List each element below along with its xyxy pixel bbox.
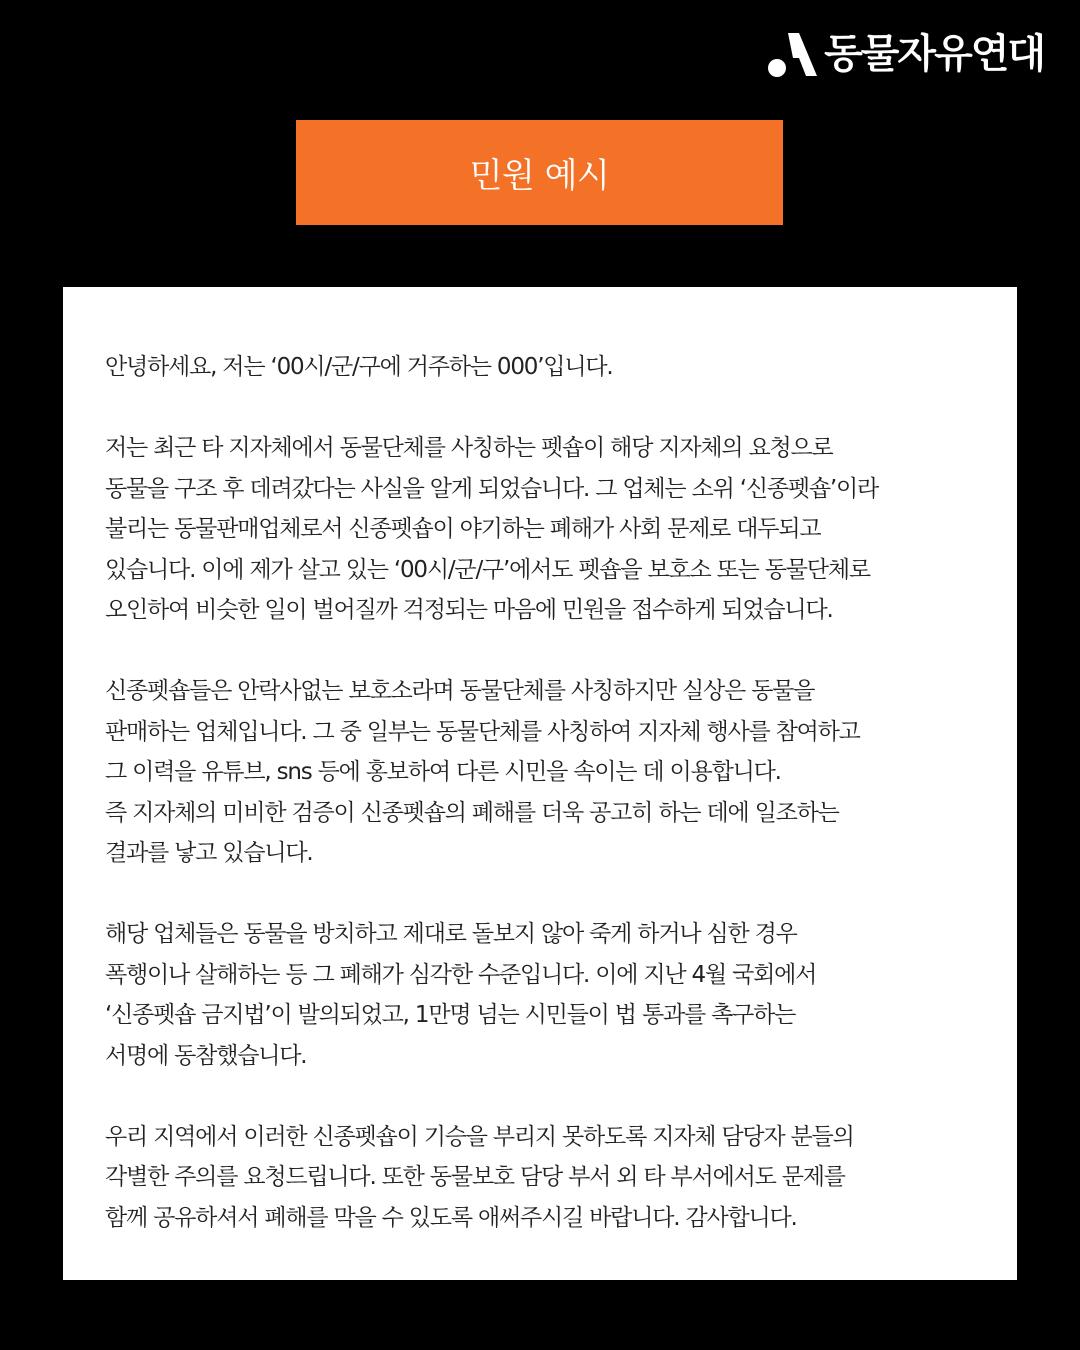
page-title: 민원 예시 — [469, 156, 610, 196]
letter-line: 즉 지자체의 미비한 검증이 신종펫숍의 폐해를 더욱 공고히 하는 데에 일조하는 — [105, 799, 839, 826]
letter-line: 우리 지역에서 이러한 신종펫숍이 기승을 부리지 못하도록 지자체 담당자 분들의 — [105, 1123, 854, 1150]
letter-line: 있습니다. 이에 제가 살고 있는 ‘00시/군/구’에서도 펫숍을 보호소 또는 동물단체로 — [105, 556, 870, 583]
letter-line: 동물을 구조 후 데려갔다는 사실을 알게 되었습니다. 그 업체는 소위 ‘신종펫숍’이라 — [105, 475, 879, 502]
letter-paragraph — [105, 914, 985, 1076]
letter-line: 불리는 동물판매업체로서 신종펫숍이 야기하는 폐해가 사회 문제로 대두되고 — [105, 516, 821, 542]
letter-paragraph — [105, 1117, 985, 1239]
letter-line: 결과를 낳고 있습니다. — [105, 840, 313, 866]
letter-line: 신종펫숍들은 안락사없는 보호소라며 동물단체를 사칭하지만 실상은 동물을 — [105, 678, 815, 704]
letter-line: 안녕하세요, 저는 ‘00시/군/구에 거주하는 000’입니다. — [105, 354, 613, 380]
letter-line: 판매하는 업체입니다. 그 중 일부는 동물단체를 사칭하여 지자체 행사를 참여하고 — [105, 718, 860, 745]
letter-paragraph — [105, 347, 985, 388]
brand-logo — [766, 30, 1044, 78]
letter-paragraph — [105, 671, 985, 874]
title-banner — [296, 120, 783, 225]
brand-name: 동물자유연대 — [824, 31, 1044, 77]
letter-body — [105, 347, 985, 1238]
letter-line: 각별한 주의를 요청드립니다. 또한 동물보호 담당 부서 외 타 부서에서도 문제를 — [105, 1164, 845, 1190]
letter-line: 해당 업체들은 동물을 방치하고 제대로 돌보지 않아 죽게 하거나 심한 경우 — [105, 921, 797, 947]
letter-line: 서명에 동참했습니다. — [105, 1042, 307, 1069]
letter-line: 저는 최근 타 지자체에서 동물단체를 사칭하는 펫숍이 해당 지자체의 요청으로 — [105, 435, 833, 461]
letter-line: 오인하여 비슷한 일이 벌어질까 걱정되는 마음에 민원을 접수하게 되었습니다. — [105, 597, 833, 623]
letter-line: 함께 공유하셔서 폐해를 막을 수 있도록 애써주시길 바랍니다. 감사합니다. — [105, 1204, 797, 1231]
letter-line: 그 이력을 유튜브, sns 등에 홍보하여 다른 시민을 속이는 데 이용합니다. — [105, 759, 781, 785]
letter-card — [63, 287, 1017, 1280]
animal-freedom-logo-mark-icon — [766, 30, 818, 78]
letter-paragraph — [105, 428, 985, 631]
letter-line: 폭행이나 살해하는 등 그 폐해가 심각한 수준입니다. 이에 지난 4월 국회에서 — [105, 961, 817, 988]
letter-line: ‘신종펫숍 금지법’이 발의되었고, 1만명 넘는 시민들이 법 통과를 촉구하는 — [105, 1002, 796, 1028]
